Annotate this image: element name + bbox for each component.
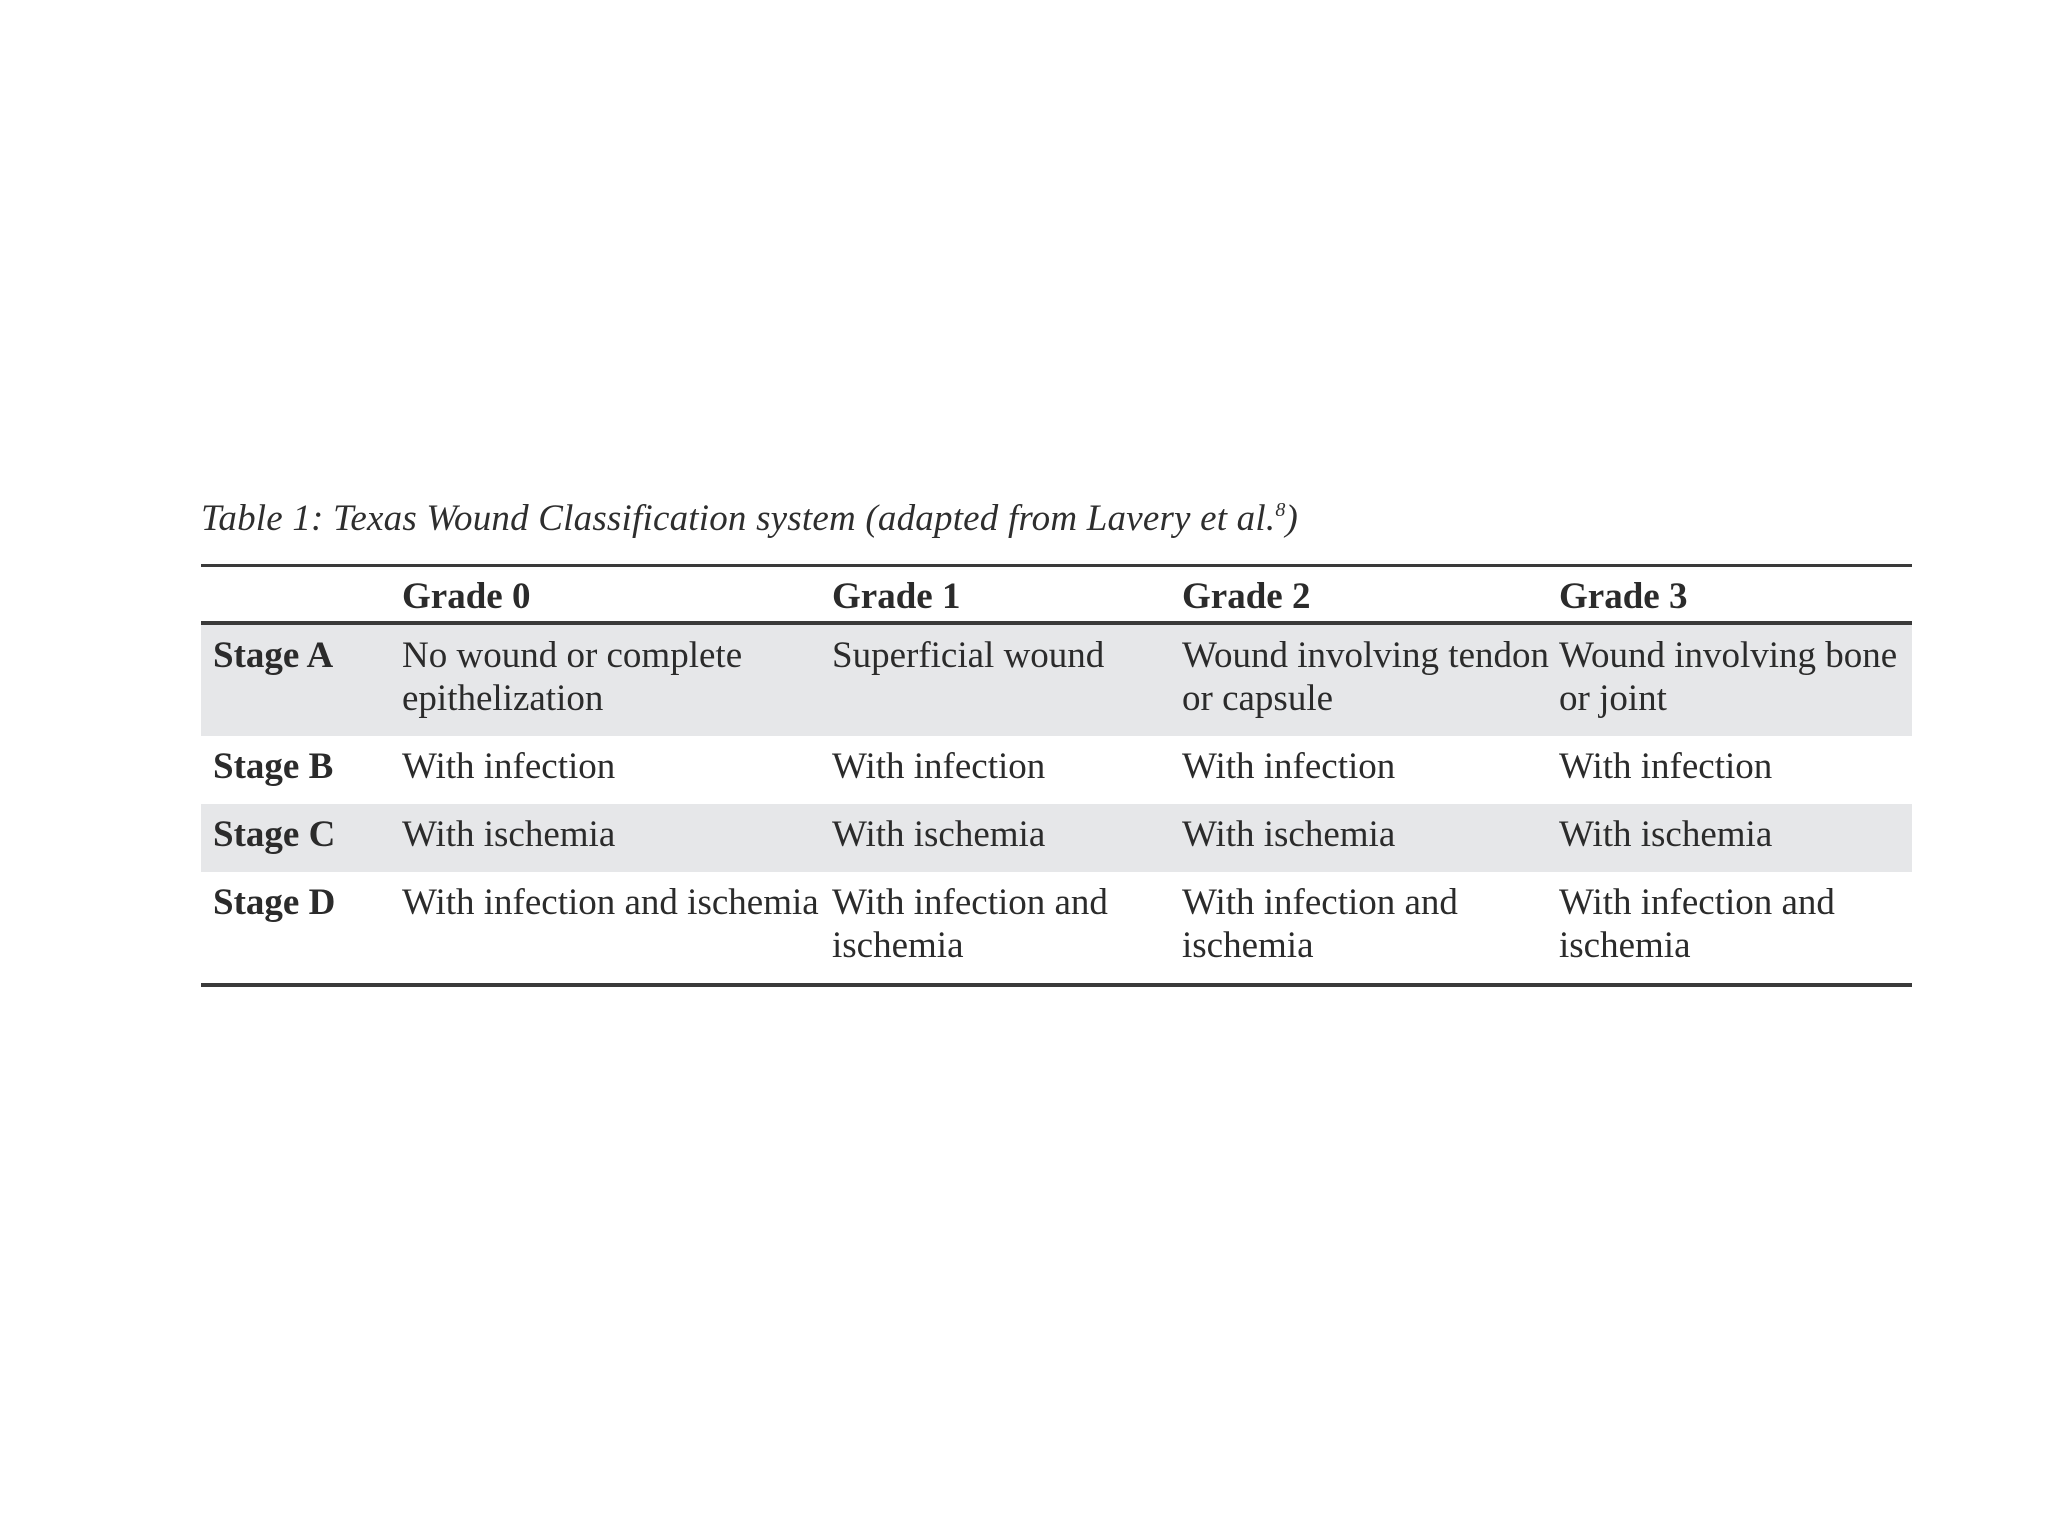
- table-cell: With infection: [1182, 746, 1396, 787]
- table-cell: With infection: [832, 746, 1046, 787]
- table-row-stage-b: [201, 736, 1912, 804]
- caption-close: ): [1285, 498, 1299, 539]
- table-cell: No wound or complete epithelization: [402, 635, 743, 719]
- table-row-stage-d: [201, 872, 1912, 985]
- table-cell: With ischemia: [1182, 814, 1396, 855]
- table-cell: With ischemia: [402, 814, 616, 855]
- caption-reference: 8: [1275, 499, 1286, 521]
- table-cell: With infection: [1559, 746, 1773, 787]
- header-cell-grade-0: Grade 0: [402, 576, 531, 617]
- header-cell-grade-3: Grade 3: [1559, 576, 1688, 617]
- header-cell-grade-2: Grade 2: [1182, 576, 1311, 617]
- table-cell: With infection and ischemia: [832, 882, 1108, 966]
- table-cell: Wound involving tendon or capsule: [1182, 635, 1550, 719]
- table-row-stage-c: [201, 804, 1912, 872]
- table-cell: With infection: [402, 746, 616, 787]
- table-cell: With infection and ischemia: [1182, 882, 1458, 966]
- caption-text: Table 1: Texas Wound Classification system (adapted from Lavery et al.: [201, 498, 1276, 539]
- table-header-row: [201, 566, 1912, 624]
- table-cell: Superficial wound: [832, 635, 1105, 676]
- table-cell: With ischemia: [832, 814, 1046, 855]
- classification-table-container: [201, 564, 1912, 987]
- table-caption: [201, 497, 1298, 540]
- classification-table: [201, 564, 1912, 987]
- stage-label: Stage C: [213, 814, 336, 855]
- table-cell: Wound involving bone or joint: [1559, 635, 1898, 719]
- table-cell: With infection and ischemia: [1559, 882, 1835, 966]
- stage-label: Stage B: [213, 746, 334, 787]
- stage-label: Stage D: [213, 882, 336, 923]
- table-cell: With ischemia: [1559, 814, 1773, 855]
- table-cell: With infection and ischemia: [402, 882, 819, 923]
- header-cell-grade-1: Grade 1: [832, 576, 961, 617]
- header-cell-empty: [201, 566, 402, 624]
- table-row-stage-a: [201, 623, 1912, 736]
- stage-label: Stage A: [213, 635, 334, 676]
